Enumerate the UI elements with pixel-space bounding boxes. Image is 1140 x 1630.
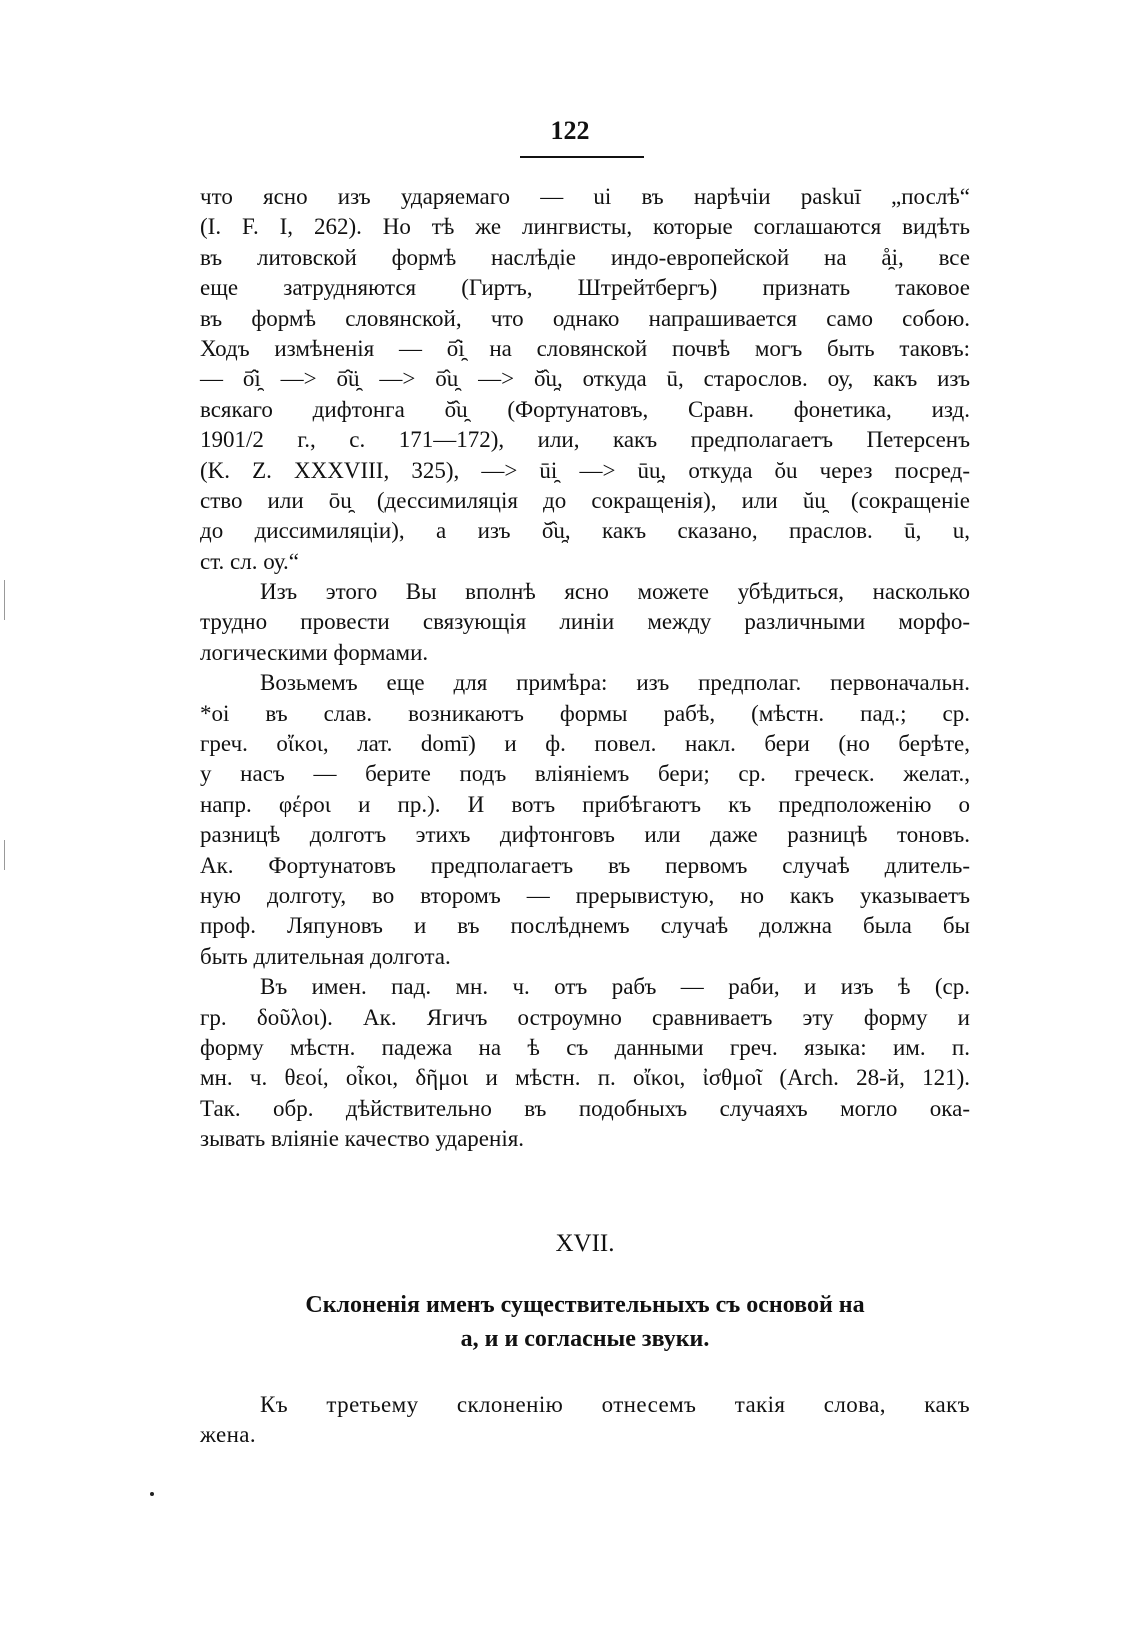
section-title-line: a, и и согласные звуки. [460,1326,710,1352]
text-line: Возьмемъ еще для примѣра: изъ предполаг. первоначальн. [260,670,970,696]
text-line: разницѣ долготъ этихъ дифтонговъ или даже разницѣ тоновъ. [200,822,970,848]
body-text [200,182,970,1155]
text-line: Ак. Фортунатовъ предполагаетъ въ первомъ случаѣ длитель- [200,852,970,878]
text-line: Въ имен. пад. мн. ч. отъ рабъ — раби, и изъ ѣ (ср. [260,974,970,1000]
text-line: Ходъ измѣненія — ō̂i̯ на словянской почвѣ могъ быть таковъ: [200,335,970,361]
paragraph [200,182,970,577]
text-line: у насъ — берите подъ вліяніемъ бери; ср. греческ. желат., [200,761,970,787]
text-line: логическими формами. [200,639,429,665]
text-line: Къ третьему склоненію отнесемъ такія слова, какъ [260,1392,970,1417]
text-line: жена. [200,1422,257,1448]
section-title-line: Склоненія именъ существительныхъ съ основой на [305,1292,865,1318]
text-line: (K. Z. XXXVIII, 325), —> ūi̯ —> ūu̯, откуда ŏu через посред- [200,457,970,483]
text-line: форму мѣстн. падежа на ѣ съ данными греч. языка: им. п. [200,1034,970,1060]
section-text [200,1390,970,1451]
text-line: ст. сл. оу.“ [200,548,299,574]
scan-edge-mark [4,840,5,870]
text-line: напр. φέροι и пр.). И вотъ прибѣгаютъ къ предположенію о [200,791,970,817]
text-line: Так. обр. дѣйствительно въ подобныхъ случаяхъ могло ока- [200,1095,970,1121]
text-line: что ясно изъ ударяемаго — ui въ нарѣчіи paskuī „послѣ“ [200,184,970,209]
text-line: зывать вліяніе качество ударенія. [200,1126,525,1152]
text-line: гр. δοῦλοι). Ак. Ягичъ остроумно сравниваетъ эту форму и [200,1004,970,1030]
text-line: 1901/2 г., с. 171—172), или, какъ предполагаетъ Петерсенъ [200,427,970,453]
text-line: ство или ōu̯ (дессимиляція до сокращенія), или ŭu̯ (сокращеніе [200,487,970,513]
scan-edge-mark [4,580,5,620]
text-line: мн. ч. θεοί, οἶκοι, δῆμοι и мѣстн. п. οἴκοι, ἰσθμοῖ (Arch. 28-й, 121). [200,1065,970,1091]
text-line: въ формѣ словянской, что однако напрашивается само собою. [200,305,970,331]
text-line: греч. οἴκοι, лат. domī) и ф. повел. накл. бери (но берѣте, [200,731,970,757]
text-line: трудно провести связующія линіи между различными морфо- [200,609,970,635]
paragraph [200,668,970,972]
text-line: ную долготу, во второмъ — прерывистую, но какъ указываетъ [200,882,970,908]
text-line: еще затрудняются (Гиртъ, Штрейтбергъ) признать таковое [200,275,970,301]
text-line: — ō̂i̯ —> ō̂ü̯ —> ō̂u̯ —> ŏ̂u̯, откуда ū, старослов. оу, какъ изъ [200,366,970,392]
section-title [200,1288,970,1356]
paragraph [200,972,970,1154]
text-line: Изъ этого Вы вполнѣ ясно можете убѣдиться, насколько [260,579,970,605]
section-number: XVII. [555,1230,615,1257]
margin-dot [150,1492,154,1496]
paragraph [200,577,970,668]
text-line: въ литовской формѣ наслѣдіе индо-европейской на å̯i, все [200,244,970,270]
text-line: до диссимиляціи), а изъ ŏ̂u̯, какъ сказано, праслов. ū, u, [200,518,970,544]
text-line: (I. F. I, 262). Но тѣ же лингвисты, которые соглашаются видѣть [200,214,970,240]
text-line: быть длительная долгота. [200,943,451,969]
text-line: *oi въ слав. возникаютъ формы рабѣ, (мѣстн. пад.; ср. [200,700,970,726]
page-number-rule [520,156,644,158]
text-line: всякаго дифтонга ŏ̂u̯ (Фортунатовъ, Сравн. фонетика, изд. [200,396,970,422]
text-line: проф. Ляпуновъ и въ послѣднемъ случаѣ должна была бы [200,913,970,939]
page-number: 122 [550,116,590,145]
